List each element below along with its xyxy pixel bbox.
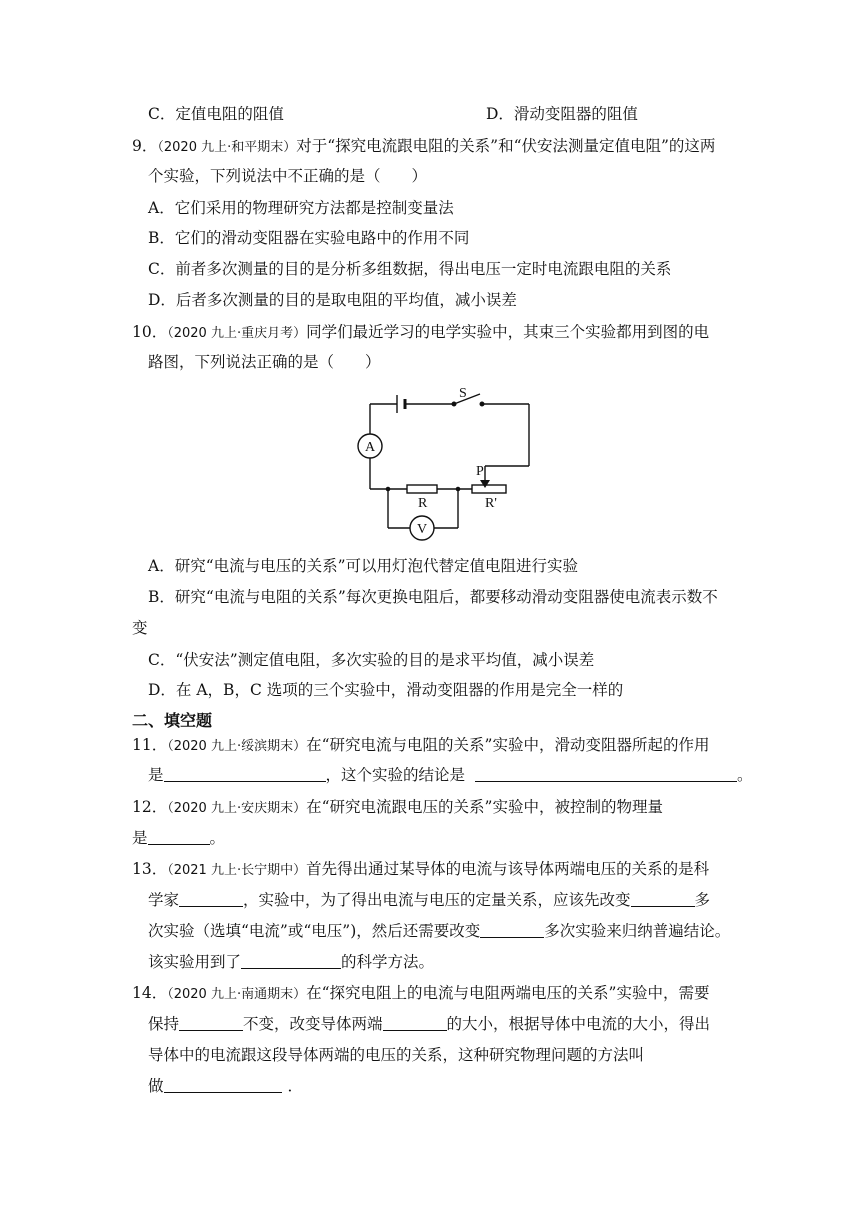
question-source: （2020 九上·绥滨期末） [167, 739, 307, 754]
text: 该实验用到了 [148, 953, 242, 971]
q10-option-d: D．在 A，B，C 选项的三个实验中，滑动变阻器的作用是完全一样的 [148, 681, 624, 699]
q9-stem-line-1 [132, 136, 715, 158]
answer-blank[interactable] [631, 890, 695, 907]
resistor-label: R [418, 496, 428, 511]
q13-stem-line-4 [148, 952, 434, 972]
q14-stem-line-2 [148, 1014, 710, 1034]
text: 是 [132, 829, 148, 847]
question-number: 9． [132, 137, 158, 155]
question-source: （2020 九上·重庆月考） [167, 326, 307, 341]
q9-stem-line-2: 个实验，下列说法中不正确的是（ ） [148, 167, 428, 185]
q10-stem-line-2: 路图，下列说法正确的是（ ） [148, 353, 381, 371]
answer-blank[interactable] [179, 890, 243, 907]
question-text: 在“研究电流跟电压的关系”实验中，被控制的物理量 [306, 798, 663, 816]
q10-option-b-line-1: B．研究“电流与电阻的关系”每次更换电阻后，都要移动滑动变阻器使电流表示数不 [148, 588, 718, 606]
answer-blank[interactable] [475, 765, 737, 782]
question-text: 在“研究电流与电阻的关系”实验中，滑动变阻器所起的作用 [306, 736, 710, 754]
voltmeter-label: V [417, 522, 428, 537]
answer-blank[interactable] [164, 765, 326, 782]
q9-option-c: C．前者多次测量的目的是分析多组数据，得出电压一定时电流跟电阻的关系 [148, 260, 672, 278]
junction-dot [456, 487, 461, 492]
q11-stem-line-1 [132, 735, 709, 757]
junction-dot [386, 487, 391, 492]
q11-stem-line-2 [148, 765, 753, 785]
question-number: 14． [132, 984, 168, 1002]
question-number: 12． [132, 798, 168, 816]
q14-stem-line-3: 导体中的电流跟这段导体两端的电压的关系，这种研究物理问题的方法叫 [148, 1046, 645, 1064]
text: 学家 [148, 891, 180, 909]
question-source: （2020 九上·南通期末） [167, 987, 307, 1002]
question-text: 首先得出通过某导体的电流与该导体两端电压的关系的是科 [306, 860, 710, 878]
text: 不变，改变导体两端 [243, 1015, 383, 1033]
text: ，这个实验的结论是 [325, 766, 466, 784]
text: ． [287, 1077, 304, 1095]
text: 的科学方法。 [341, 953, 435, 971]
q13-stem-line-3 [148, 921, 730, 941]
answer-blank[interactable] [480, 921, 544, 938]
text: 做 [148, 1077, 164, 1095]
q13-stem-line-2 [148, 890, 710, 910]
answer-blank[interactable] [241, 952, 341, 969]
q10-option-b-line-2: 变 [132, 619, 148, 637]
answer-blank[interactable] [179, 1014, 243, 1031]
answer-blank[interactable] [148, 828, 210, 845]
q14-stem-line-4 [148, 1076, 303, 1096]
q8-option-c: C．定值电阻的阻值 [148, 105, 284, 123]
q12-stem-line-2 [132, 828, 225, 848]
question-source: （2020 九上·安庆期末） [167, 801, 307, 816]
rheostat-label: R' [485, 496, 497, 511]
text: 多 [694, 891, 711, 909]
q10-stem-line-1 [132, 322, 709, 344]
question-number: 13． [132, 860, 168, 878]
resistor-r [407, 485, 437, 493]
question-source: （2020 九上·和平期末） [157, 140, 297, 155]
q8-option-d: D．滑动变阻器的阻值 [486, 105, 638, 123]
switch-blade [454, 394, 480, 404]
circuit-diagram [352, 376, 536, 546]
q14-stem-line-1 [132, 983, 709, 1005]
text: 。 [209, 829, 226, 847]
q12-stem-line-1 [132, 797, 663, 819]
text: 多次实验来归纳普遍结论。 [544, 922, 731, 940]
question-source: （2021 九上·长宁期中） [167, 863, 307, 878]
text: 是 [148, 766, 164, 784]
q9-option-d: D．后者多次测量的目的是取电阻的平均值，减小误差 [148, 291, 517, 309]
question-text: 同学们最近学习的电学实验中，其束三个实验都用到图的电 [306, 323, 710, 341]
answer-blank[interactable] [164, 1076, 282, 1093]
ammeter-label: A [365, 440, 376, 455]
question-number: 10． [132, 323, 168, 341]
text: 的大小，根据导体中电流的大小，得出 [446, 1015, 711, 1033]
rheostat [472, 485, 506, 493]
switch-label: S [459, 386, 467, 401]
text: 次实验（选填“电流”或“电压”)，然后还需要改变 [148, 922, 481, 940]
slider-arrow-icon [480, 480, 490, 488]
section-title: 二、填空题 [132, 711, 213, 730]
q9-option-a: A．它们采用的物理研究方法都是控制变量法 [148, 199, 454, 217]
question-number: 11． [132, 736, 168, 754]
question-text: 对于“探究电流跟电阻的关系”和“伏安法测量定值电阻”的这两 [296, 137, 716, 155]
q10-option-a: A．研究“电流与电压的关系”可以用灯泡代替定值电阻进行实验 [148, 557, 579, 575]
switch-contact [480, 402, 484, 406]
question-text: 在“探究电阻上的电流与电阻两端电压的关系”实验中，需要 [306, 984, 710, 1002]
text: ，实验中，为了得出电流与电压的定量关系，应该先改变 [243, 891, 631, 909]
answer-blank[interactable] [383, 1014, 447, 1031]
text: 。 [737, 766, 753, 784]
q9-option-b: B．它们的滑动变阻器在实验电路中的作用不同 [148, 229, 470, 247]
text: 保持 [148, 1015, 180, 1033]
q13-stem-line-1 [132, 859, 709, 881]
q10-option-c: C．“伏安法”测定值电阻，多次实验的目的是求平均值，减小误差 [148, 651, 595, 669]
slider-label: P [476, 464, 484, 479]
